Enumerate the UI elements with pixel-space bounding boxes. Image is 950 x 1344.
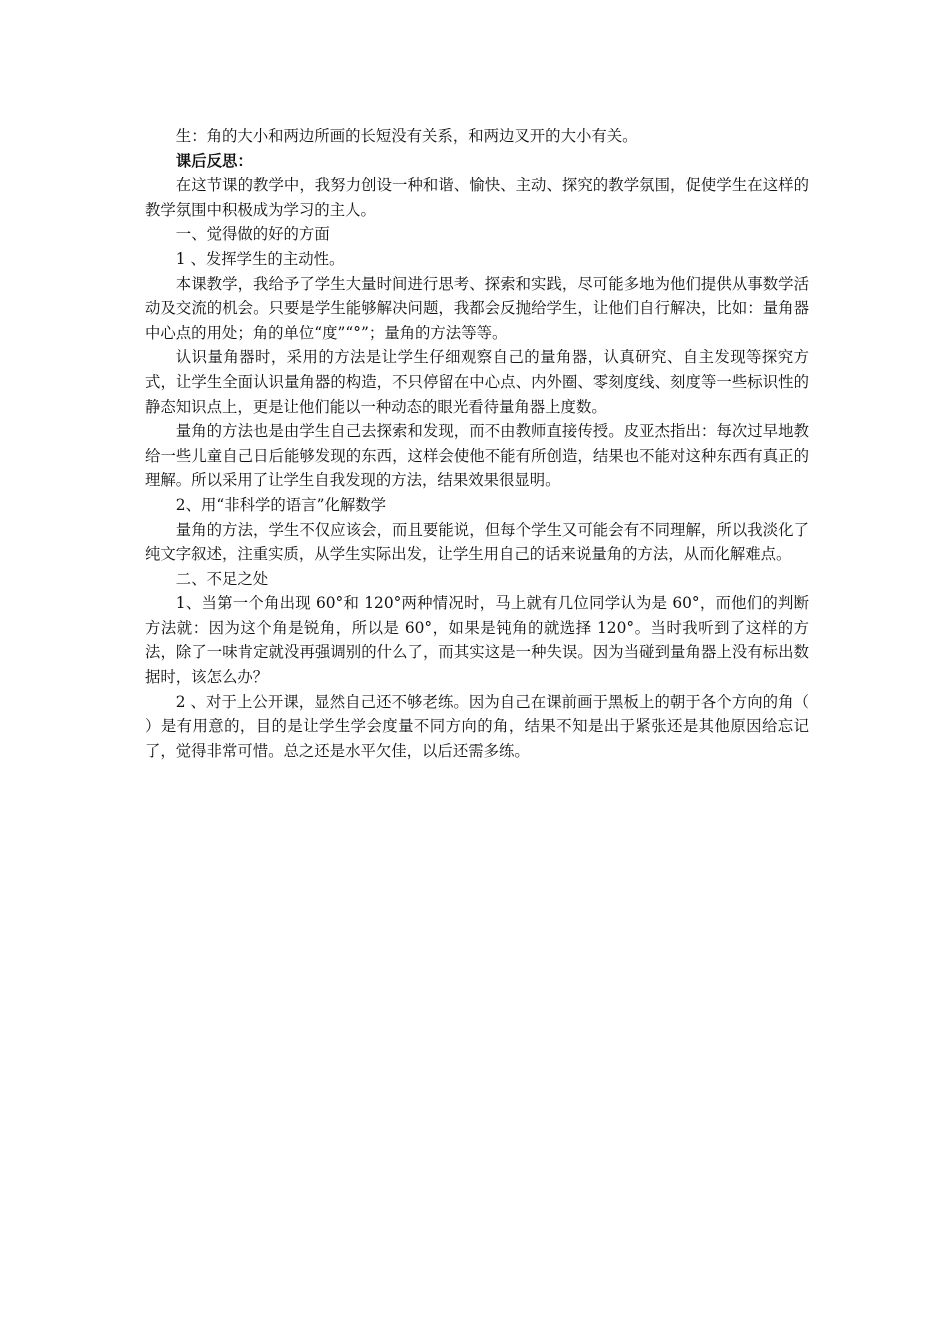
paragraph-shortcoming-2: 2 、对于上公开课，显然自己还不够老练。因为自己在课前画于黑板上的朝于各个方向的角（ ）是有用意的，目的是让学生学会度量不同方向的角，结果不知是出于紧张还是其他原因给忘记了，觉得非常可惜。总之还是水平欠佳，以后还需多练。 (145, 692, 809, 760)
section-heading-strengths: 一、觉得做的好的方面 (175, 225, 330, 244)
paragraph-initiative: 本课教学，我给予了学生大量时间进行思考、探索和实践，尽可能多地为他们提供从事数学活动及交流的机会。只要是学生能够解决问题，我都会反抛给学生，让他们自行解决，比如：量角器中心点的用处；角的单位“度”“°”；量角的方法等等。 (145, 274, 809, 342)
paragraph-language: 量角的方法，学生不仅应该会，而且要能说，但每个学生又可能会有不同理解，所以我淡化了纯文字叙述，注重实质，从学生实际出发，让学生用自己的话来说量角的方法，从而化解难点。 (145, 520, 809, 564)
heading-reflection: 课后反思： (175, 151, 253, 170)
paragraph-intro: 在这节课的教学中，我努力创设一种和谐、愉快、主动、探究的教学氛围，促使学生在这样的教学氛围中积极成为学习的主人。 (145, 176, 809, 219)
section-heading-shortcomings: 二、不足之处 (175, 569, 269, 588)
subheading-initiative: 1 、发挥学生的主动性。 (175, 249, 345, 268)
paragraph-piaget: 量角的方法也是由学生自己去探索和发现，而不由教师直接传授。皮亚杰指出：每次过早地教给一些儿童自己日后能够发现的东西，这样会使他不能有所创造，结果也不能对这种东西有真正的理解。所以采用了让学生自我发现的方法，结果效果很显明。 (145, 422, 809, 490)
paragraph-protractor: 认识量角器时，采用的方法是让学生仔细观察自己的量角器，认真研究、自主发现等探究方式，让学生全面认识量角器的构造，不只停留在中心点、内外圈、零刻度线、刻度等一些标识性的静态知识点上，更是让他们能以一种动态的眼光看待量角器上度数。 (145, 348, 809, 416)
paragraph-shortcoming-1: 1、当第一个角出现 60°和 120°两种情况时，马上就有几位同学认为是 60°，而他们的判断方法就：因为这个角是锐角，所以是 60°，如果是钝角的就选择 120°。当时我听到了这样的方法，除了一味肯定就没再强调别的什么了，而其实这是一种失误。因为当碰到量角器上没有标出数据时，该怎么办？ (145, 594, 809, 687)
subheading-language: 2、用“非科学的语言”化解数学 (175, 495, 387, 514)
document-body (145, 124, 809, 763)
paragraph-student-answer: 生：角的大小和两边所画的长短没有关系，和两边叉开的大小有关。 (175, 127, 638, 145)
